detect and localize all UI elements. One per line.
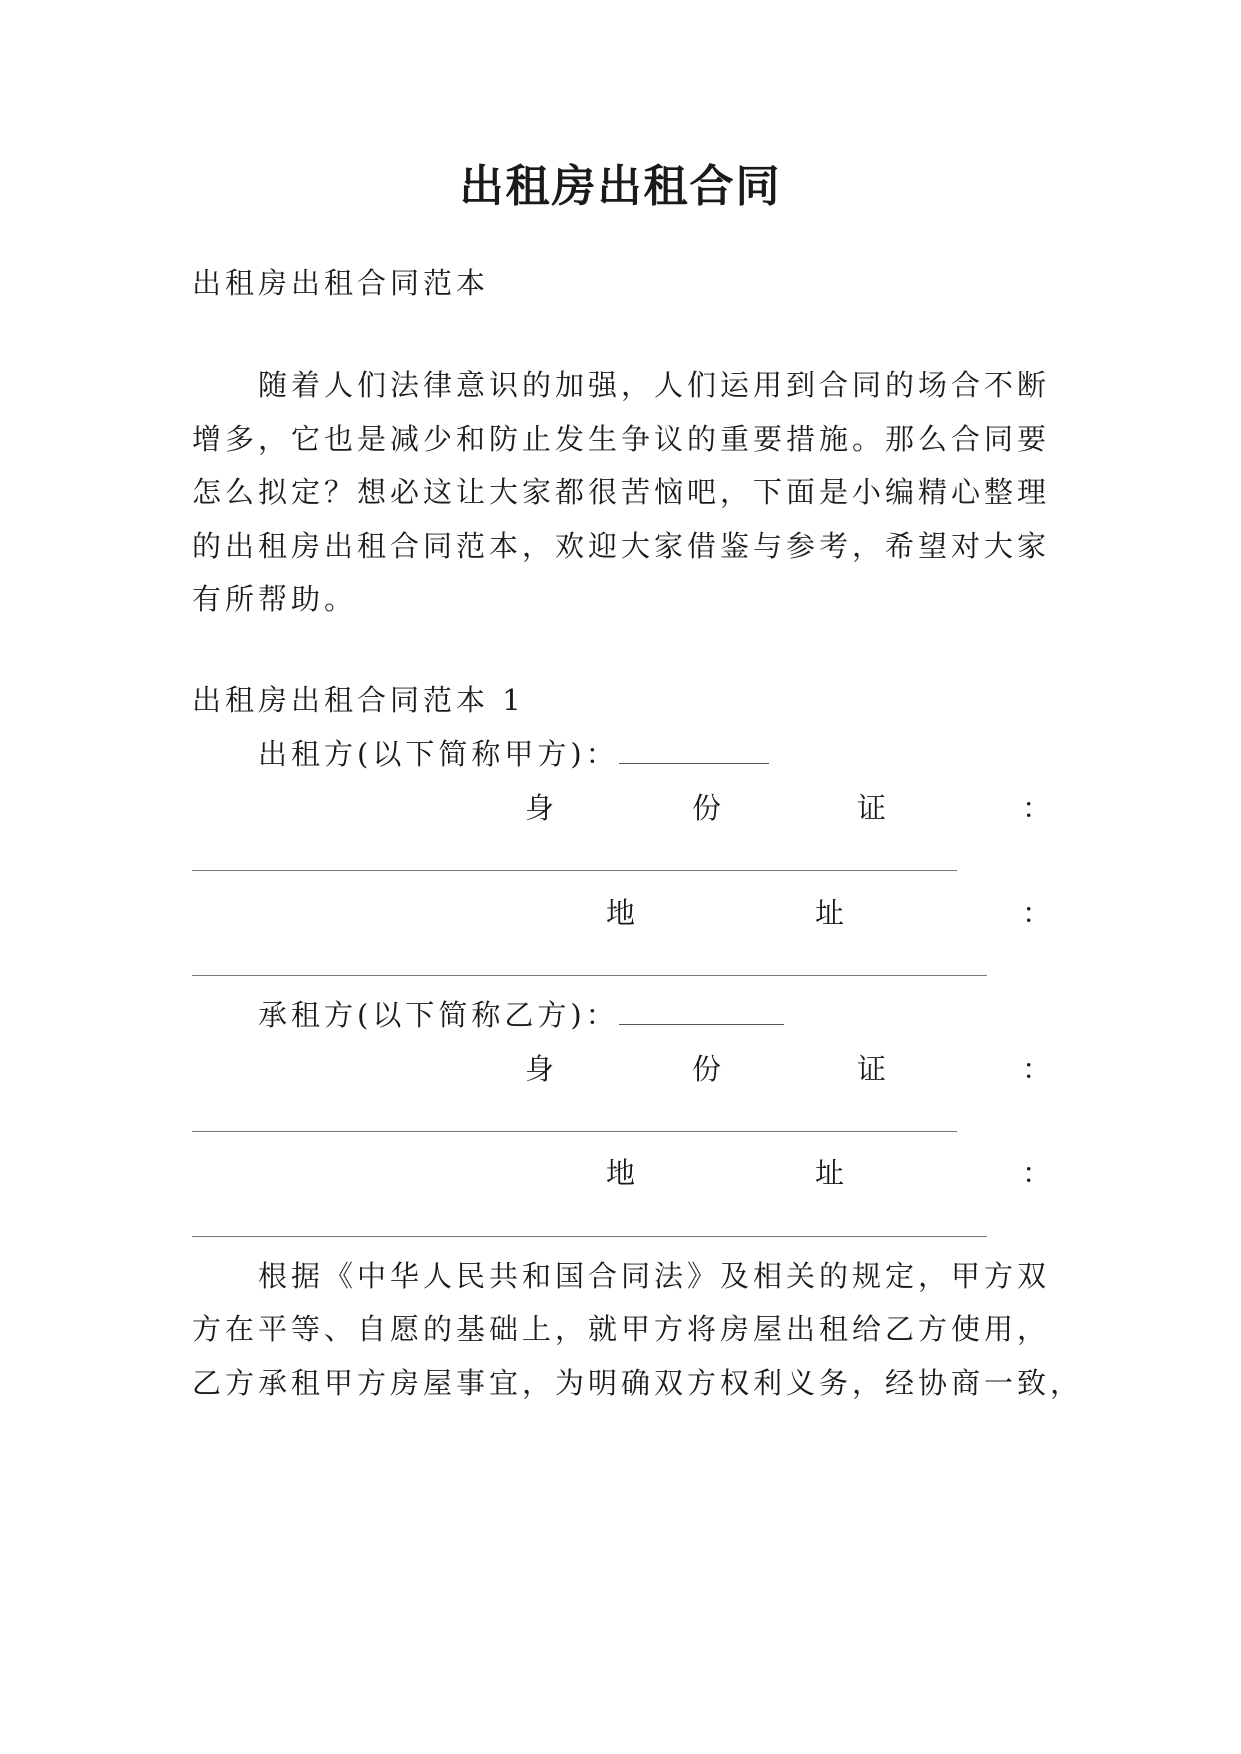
party-a-address-colon: ：: [1022, 896, 1052, 930]
party-b-id-char: 身: [525, 1052, 555, 1086]
party-a-id-char: 证: [857, 791, 887, 825]
party-b-id-char: 证: [857, 1052, 887, 1086]
intro-line: 随着人们法律意识的加强，人们运用到合同的场合不断: [258, 368, 1051, 402]
body-line: 根据《中华人民共和国合同法》及相关的规定，甲方双: [258, 1259, 1051, 1293]
intro-line: 怎么拟定？想必这让大家都很苦恼吧，下面是小编精心整理: [192, 475, 1051, 509]
party-b-address-blank: [192, 1236, 987, 1237]
party-b-address-char: 地: [606, 1156, 636, 1190]
party-a-id-blank: [192, 870, 957, 871]
party-b-address-char: 址: [815, 1156, 845, 1190]
party-a-id-char: 份: [692, 791, 722, 825]
party-b-name-blank: [619, 998, 784, 1025]
intro-line: 增多，它也是减少和防止发生争议的重要措施。那么合同要: [192, 422, 1051, 456]
party-b-address-colon: ：: [1022, 1156, 1052, 1190]
intro-line: 的出租房出租合同范本，欢迎大家借鉴与参考，希望对大家: [192, 529, 1051, 563]
party-b-label: 承租方(以下简称乙方)：: [258, 998, 619, 1032]
party-b-id-colon: ：: [1022, 1052, 1052, 1086]
party-a-address-blank: [192, 975, 987, 976]
intro-line: 有所帮助。: [192, 582, 358, 616]
section-heading: 出租房出租合同范本 1: [192, 683, 525, 717]
party-a-id-char: 身: [525, 791, 555, 825]
party-a-row: [258, 734, 769, 774]
party-a-address-char: 地: [606, 896, 636, 930]
party-b-id-char: 份: [692, 1052, 722, 1086]
document-subtitle: 出租房出租合同范本: [192, 266, 490, 300]
party-b-id-blank: [192, 1131, 957, 1132]
body-line: 方在平等、自愿的基础上，就甲方将房屋出租给乙方使用，: [192, 1312, 1051, 1346]
body-line: 乙方承租甲方房屋事宜，为明确双方权利义务，经协商一致，: [192, 1366, 1084, 1400]
party-a-name-blank: [619, 737, 769, 764]
document-title: 出租房出租合同: [459, 161, 782, 212]
party-a-address-char: 址: [815, 896, 845, 930]
party-a-id-colon: ：: [1022, 791, 1052, 825]
party-b-row: [258, 995, 784, 1035]
party-a-label: 出租方(以下简称甲方)：: [258, 737, 619, 771]
